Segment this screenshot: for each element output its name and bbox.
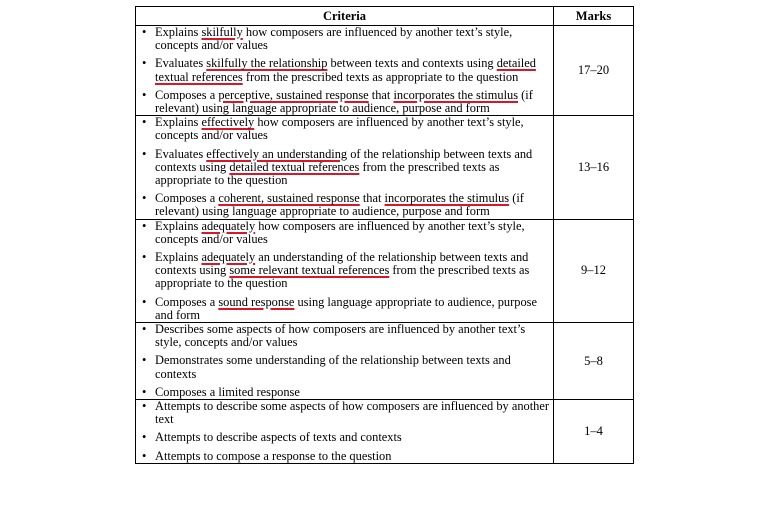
criterion-text: an understanding of the relationship between texts and contexts using bbox=[155, 250, 529, 278]
underlined-phrase: effectively an understanding bbox=[206, 146, 348, 161]
criteria-cell bbox=[136, 323, 554, 400]
underlined-phrase: perceptive, sustained response bbox=[218, 87, 369, 102]
criterion-item bbox=[136, 251, 553, 291]
marking-criteria-table bbox=[135, 6, 634, 464]
underlined-phrase: skilfully bbox=[201, 25, 243, 39]
criterion-text: from the prescribed texts as appropriate to the question bbox=[242, 69, 519, 84]
underlined-phrase: sound response bbox=[218, 294, 295, 309]
criterion-text: that bbox=[368, 87, 394, 102]
band-row bbox=[136, 323, 634, 400]
criterion-item bbox=[136, 26, 553, 52]
criterion-item bbox=[136, 450, 553, 463]
criterion-text: Composes a bbox=[155, 191, 219, 206]
criterion-item bbox=[136, 354, 553, 380]
underlined-phrase: detailed textual references bbox=[155, 56, 536, 84]
header-row bbox=[136, 7, 634, 26]
criterion-text: Evaluates bbox=[155, 56, 207, 71]
underlined-phrase: adequately bbox=[201, 250, 256, 265]
criterion-text: Explains bbox=[155, 115, 202, 130]
criteria-cell bbox=[136, 26, 554, 116]
criterion-item bbox=[136, 116, 553, 142]
criterion-item bbox=[136, 323, 553, 349]
band-row bbox=[136, 116, 634, 219]
rubric-body bbox=[136, 26, 634, 464]
criterion-item bbox=[136, 89, 553, 115]
underlined-phrase: some relevant textual references bbox=[229, 263, 390, 278]
criterion-item bbox=[136, 296, 553, 322]
band-row bbox=[136, 219, 634, 322]
criterion-item bbox=[136, 192, 553, 218]
criterion-text: between texts and contexts using bbox=[327, 56, 497, 71]
criteria-cell bbox=[136, 400, 554, 464]
criterion-item bbox=[136, 220, 553, 246]
criterion-text: how composers are influenced by another text’s style, concepts and/or values bbox=[155, 218, 525, 246]
criterion-text: Attempts to describe aspects of texts and contexts bbox=[155, 430, 402, 445]
criterion-text: Evaluates bbox=[155, 146, 207, 161]
underlined-phrase: coherent, sustained response bbox=[218, 191, 360, 206]
underlined-phrase: detailed textual references bbox=[229, 159, 360, 174]
criterion-text: from the prescribed texts as appropriate to the question bbox=[155, 263, 530, 291]
criterion-item bbox=[136, 400, 553, 426]
criterion-text: Composes a bbox=[155, 87, 219, 102]
criterion-text: (if relevant) using language appropriate to audience, purpose and form bbox=[155, 191, 524, 219]
criterion-text: Attempts to describe some aspects of how composers are influenced by another text bbox=[155, 399, 549, 427]
criterion-text: Explains bbox=[155, 218, 202, 233]
criteria-list bbox=[136, 220, 553, 322]
marks-cell: 5–8 bbox=[554, 323, 634, 400]
criterion-text: using language appropriate to audience, purpose and form bbox=[155, 294, 537, 322]
criterion-item bbox=[136, 148, 553, 188]
underlined-phrase: incorporates the stimulus bbox=[384, 191, 510, 206]
criterion-text: that bbox=[359, 191, 385, 206]
criterion-text: Explains bbox=[155, 250, 202, 265]
criterion-text: (if relevant) using language appropriate to audience, purpose and form bbox=[155, 87, 533, 116]
criterion-item bbox=[136, 431, 553, 444]
criterion-text: Composes a bbox=[155, 294, 219, 309]
criterion-text: Explains bbox=[155, 25, 202, 39]
marks-cell: 17–20 bbox=[554, 26, 634, 116]
criterion-text: Composes a limited response bbox=[155, 384, 300, 399]
marks-cell: 13–16 bbox=[554, 116, 634, 219]
criterion-text: Demonstrates some understanding of the relationship between texts and contexts bbox=[155, 353, 511, 381]
underlined-phrase: adequately bbox=[201, 218, 256, 233]
criterion-text: of the relationship between texts and contexts using bbox=[155, 146, 533, 174]
underlined-phrase: skilfully the relationship bbox=[206, 56, 328, 71]
criteria-list bbox=[136, 26, 553, 115]
band-row bbox=[136, 400, 634, 464]
criterion-text: from the prescribed texts as appropriate to the question bbox=[155, 159, 500, 188]
criterion-item bbox=[136, 57, 553, 83]
underlined-phrase: incorporates the stimulus bbox=[393, 87, 519, 102]
marks-header: Marks bbox=[554, 7, 634, 26]
criteria-list bbox=[136, 116, 553, 218]
marks-cell: 9–12 bbox=[554, 219, 634, 322]
band-row bbox=[136, 26, 634, 116]
underlined-phrase: effectively bbox=[201, 115, 255, 130]
criterion-text: how composers are influenced by another text’s style, concepts and/or values bbox=[155, 115, 524, 143]
criterion-text: Attempts to compose a response to the question bbox=[155, 448, 392, 463]
criteria-cell bbox=[136, 116, 554, 219]
criterion-text: Describes some aspects of how composers are influenced by another text’s style, concepts and/or values bbox=[155, 322, 526, 350]
criteria-list bbox=[136, 323, 553, 399]
criterion-item bbox=[136, 386, 553, 399]
criteria-header: Criteria bbox=[136, 7, 554, 26]
criteria-cell bbox=[136, 219, 554, 322]
criterion-text: how composers are influenced by another text’s style, concepts and/or values bbox=[155, 25, 513, 53]
marks-cell: 1–4 bbox=[554, 400, 634, 464]
criteria-list bbox=[136, 400, 553, 463]
